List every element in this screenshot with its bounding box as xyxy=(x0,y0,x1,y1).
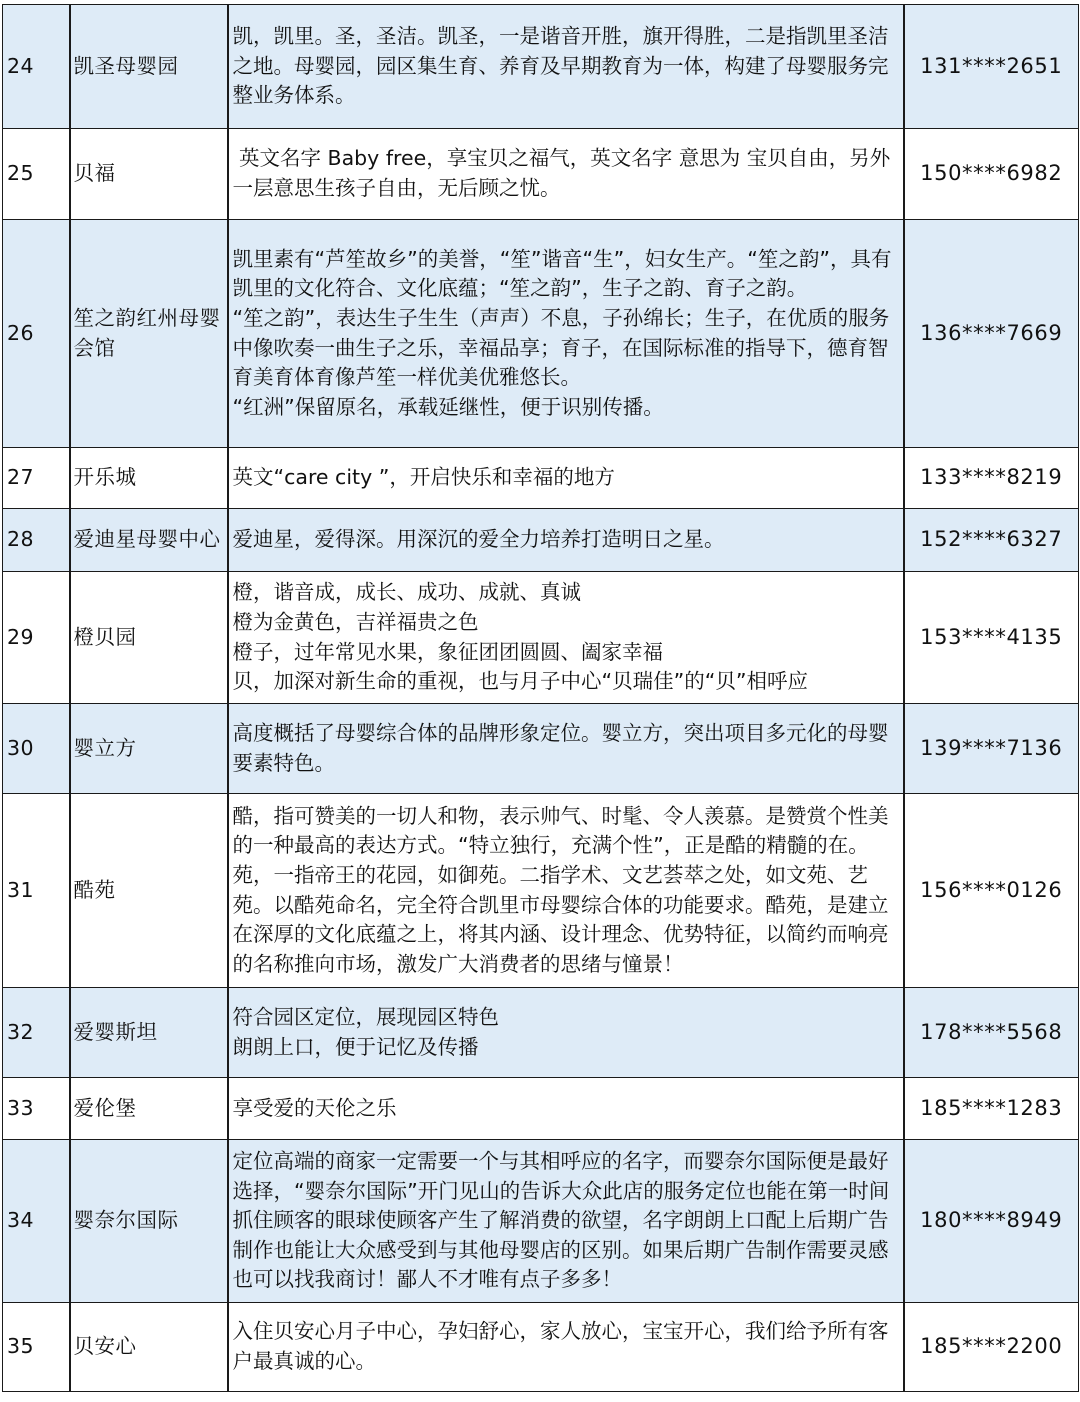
entry-name: 酷苑 xyxy=(70,794,228,988)
table-row xyxy=(3,572,1079,704)
entries-table xyxy=(2,4,1079,1392)
entry-description: 英文名字 Baby free，享宝贝之福气，英文名字 意思为 宝贝自由，另外一层意思生孩子自由，无后顾之忧。 xyxy=(228,129,904,220)
table-row xyxy=(3,1140,1079,1303)
entry-phone: 139****7136 xyxy=(904,704,1079,794)
entry-name: 笙之韵红州母婴会馆 xyxy=(70,220,228,448)
entry-name: 贝安心 xyxy=(70,1303,228,1392)
row-number: 28 xyxy=(3,509,70,572)
entry-description: 符合园区定位，展现园区特色 朗朗上口，便于记忆及传播 xyxy=(228,988,904,1078)
entry-description: 定位高端的商家一定需要一个与其相呼应的名字，而婴奈尔国际便是最好选择，“婴奈尔国际”开门见山的告诉大众此店的服务定位也能在第一时间抓住顾客的眼球使顾客产生了解消费的欲望，名字朗朗上口配上后期广告制作也能让大众感受到与其他母婴店的区别。如果后期广告制作需要灵感也可以找我商讨！鄙人不才唯有点子多多！ xyxy=(228,1140,904,1303)
table-row xyxy=(3,509,1079,572)
table-row xyxy=(3,988,1079,1078)
entry-phone: 131****2651 xyxy=(904,5,1079,129)
entry-phone: 185****1283 xyxy=(904,1078,1079,1140)
entry-name: 爱伦堡 xyxy=(70,1078,228,1140)
entry-description: 高度概括了母婴综合体的品牌形象定位。婴立方，突出项目多元化的母婴要素特色。 xyxy=(228,704,904,794)
entry-name: 凯圣母婴园 xyxy=(70,5,228,129)
entry-phone: 150****6982 xyxy=(904,129,1079,220)
entry-phone: 156****0126 xyxy=(904,794,1079,988)
entry-phone: 152****6327 xyxy=(904,509,1079,572)
entry-name: 婴立方 xyxy=(70,704,228,794)
row-number: 29 xyxy=(3,572,70,704)
entry-phone: 185****2200 xyxy=(904,1303,1079,1392)
entry-description: 入住贝安心月子中心，孕妇舒心，家人放心，宝宝开心，我们给予所有客户最真诚的心。 xyxy=(228,1303,904,1392)
entry-name: 橙贝园 xyxy=(70,572,228,704)
row-number: 24 xyxy=(3,5,70,129)
row-number: 33 xyxy=(3,1078,70,1140)
row-number: 27 xyxy=(3,448,70,509)
entry-phone: 178****5568 xyxy=(904,988,1079,1078)
table-row xyxy=(3,1303,1079,1392)
entry-phone: 180****8949 xyxy=(904,1140,1079,1303)
entry-description: 爱迪星，爱得深。用深沉的爱全力培养打造明日之星。 xyxy=(228,509,904,572)
entry-phone: 136****7669 xyxy=(904,220,1079,448)
table-row xyxy=(3,1078,1079,1140)
entry-name: 爱迪星母婴中心 xyxy=(70,509,228,572)
table-row xyxy=(3,448,1079,509)
entry-description: 享受爱的天伦之乐 xyxy=(228,1078,904,1140)
table-row xyxy=(3,220,1079,448)
row-number: 25 xyxy=(3,129,70,220)
row-number: 35 xyxy=(3,1303,70,1392)
entry-name: 爱婴斯坦 xyxy=(70,988,228,1078)
entry-phone: 153****4135 xyxy=(904,572,1079,704)
table-row xyxy=(3,5,1079,129)
row-number: 34 xyxy=(3,1140,70,1303)
entry-description: 酷，指可赞美的一切人和物，表示帅气、时髦、令人羡慕。是赞赏个性美的一种最高的表达方式。“特立独行，充满个性”，正是酷的精髓的在。苑，一指帝王的花园，如御苑。二指学术、文艺荟萃之处，如文苑、艺苑。以酷苑命名，完全符合凯里市母婴综合体的功能要求。酷苑，是建立在深厚的文化底蕴之上，将其内涵、设计理念、优势特征，以简约而响亮的名称推向市场，激发广大消费者的思绪与憧景！ xyxy=(228,794,904,988)
table-row xyxy=(3,794,1079,988)
entry-name: 开乐城 xyxy=(70,448,228,509)
entry-description: 凯里素有“芦笙故乡”的美誉，“笙”谐音“生”，妇女生产。“笙之韵”，具有凯里的文化符合、文化底蕴；“笙之韵”，生子之韵、育子之韵。 “笙之韵”，表达生子生生（声声）不息，子孙绵长；生子，在优质的服务中像吹奏一曲生子之乐，幸福品享；育子，在国际标准的指导下，德育智育美育体育像芦笙一样优美优雅悠长。 “红洲”保留原名，承载延继性，便于识别传播。 xyxy=(228,220,904,448)
entry-name: 贝福 xyxy=(70,129,228,220)
entry-description: 英文“care city ”，开启快乐和幸福的地方 xyxy=(228,448,904,509)
table-row xyxy=(3,704,1079,794)
entry-name: 婴奈尔国际 xyxy=(70,1140,228,1303)
row-number: 32 xyxy=(3,988,70,1078)
entry-description: 凯，凯里。圣，圣洁。凯圣，一是谐音开胜，旗开得胜，二是指凯里圣洁之地。母婴园，园区集生育、养育及早期教育为一体，构建了母婴服务完整业务体系。 xyxy=(228,5,904,129)
row-number: 30 xyxy=(3,704,70,794)
entry-phone: 133****8219 xyxy=(904,448,1079,509)
row-number: 26 xyxy=(3,220,70,448)
table-row xyxy=(3,129,1079,220)
entry-description: 橙，谐音成，成长、成功、成就、真诚 橙为金黄色，吉祥福贵之色 橙子，过年常见水果，象征团团圆圆、阖家幸福 贝，加深对新生命的重视，也与月子中心“贝瑞佳”的“贝”相呼应 xyxy=(228,572,904,704)
row-number: 31 xyxy=(3,794,70,988)
